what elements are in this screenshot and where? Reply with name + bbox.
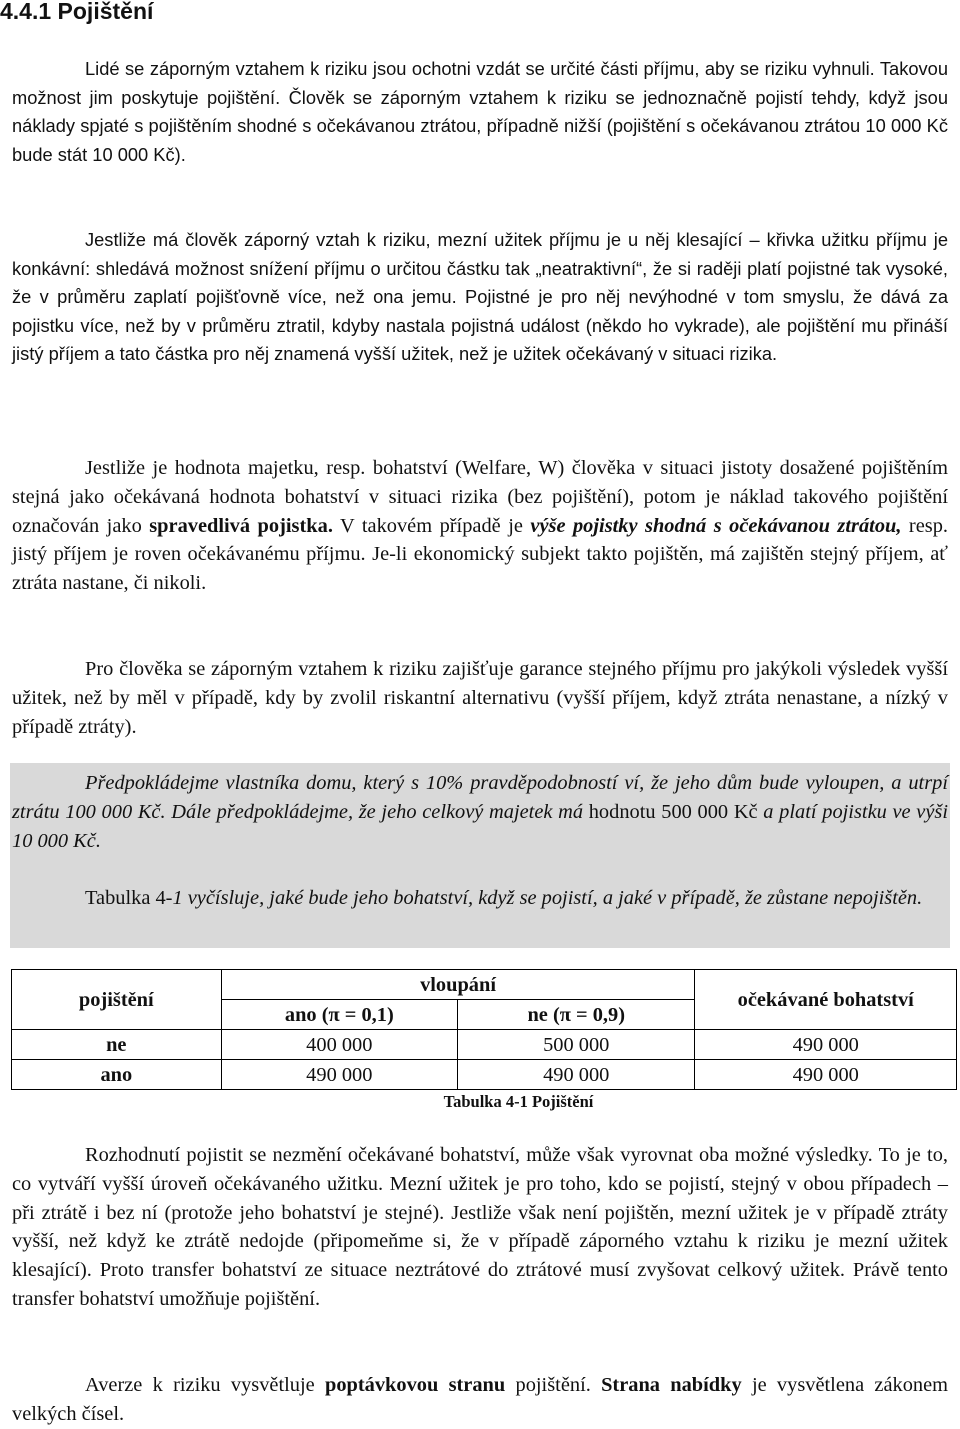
paragraph-guarantee: Pro člověka se záporným vztahem k riziku zajišťuje garance stejného příjmu pro jakýkoli výsledek vyšší užitek, než by měl v případě, kdy by zvolil riskantní alternativu (vyšší příjem, když ztráta nenastane, a nízký v případě ztráty). [12,658,948,738]
header-burglary-yes: ano (π = 0,1) [221,1000,457,1030]
example-paragraph-assumption [12,769,948,855]
row-label: ne [12,1030,222,1060]
header-burglary-no: ne (π = 0,9) [458,1000,695,1030]
header-burglary: vloupání [221,970,695,1000]
demand-text-2: pojištění. [505,1374,602,1396]
fair-premium-text-2: V takovém případě je [332,514,531,537]
paragraph-fair-premium [12,454,948,598]
cell-value: 490 000 [221,1060,457,1090]
cell-value: 490 000 [695,1060,957,1090]
table-row [12,1060,957,1090]
header-insurance: pojištění [12,970,222,1030]
header-expected-wealth: očekávané bohatství [695,970,957,1030]
table-ref-text: Tabulka 4- [85,887,173,909]
example-text-3: a platí pojistku ve výši 10 000 Kč. [12,800,948,852]
paragraph-demand-supply [12,1371,948,1429]
fair-premium-term: spravedlivá pojistka. [149,514,333,537]
cell-value: 400 000 [221,1030,457,1060]
table-caption: Tabulka 4-1 Pojištění [443,1092,594,1111]
cell-value: 490 000 [458,1060,695,1090]
paragraph-expected-utility: Rozhodnutí pojistit se nezmění očekávané bohatství, může však vyrovnat oba možné výsledky. To je to, co vytváří vyšší úroveň očekávaného užitku. Mezní užitek je pro toho, kdo se pojistí, stejný v obou případech – při ztrátě i bez ní (protože jeho bohatství je stejné). Jestliže však není pojištěn, mezní užitek je v případě ztráty vyšší, než když ke ztrátě nedojde (připomeňme si, že v případě záporného vztahu k riziku je mezní užitek klesající). Proto transfer bohatství ze situace neztrátové do ztrátové musí zvyšovat celkový užitek. Právě tento transfer bohatství umožňuje pojištění. [12,1144,948,1310]
section-heading: 4.4.1 Pojištění [0,0,154,24]
paragraph-intro: Lidé se záporným vztahem k riziku jsou ochotni vzdát se určité části příjmu, aby se riziku vyhnuli. Takovou možnost jim poskytuje pojištění. Člověk se záporným vztahem k riziku se jednoznačně pojistí tehdy, když jsou náklady spjaté s pojištěním shodné s očekávanou ztrátou, případně nižší (pojištění s očekávanou ztrátou 10 000 Kč bude stát 10 000 Kč). [12,58,948,165]
table-header-row [12,970,957,1000]
demand-text-3: je vysvětlena zákonem velkých čísel. [12,1374,948,1425]
table-ref-description: 1 vyčísluje, jaké bude jeho bohatství, když se pojistí, a jaké v případě, že zůstane nepojištěn. [172,887,923,909]
cell-value: 500 000 [458,1030,695,1060]
demand-side-term: poptávkovou stranu [324,1374,506,1396]
paragraph-marginal-utility: Jestliže má člověk záporný vztah k riziku, mezní užitek příjmu je u něj klesající – křivka užitku příjmu je konkávní: shledává možnost snížení příjmu o určitou částku tak „neatraktivní“, že si raději platí pojistné tak vysoké, že v průměru zaplatí pojišťovně více, než ona jemu. Pojistné je pro něj nevýhodné v tom smyslu, že dává za pojistku více, než by v průměru ztratil, kdyby nastala pojistná událost (někdo ho vykrade), ale pojištění mu přináší jistý příjem a tato částka pro něj znamená vyšší užitek, než je užitek očekávaný v situaci rizika. [12,229,948,365]
row-label: ano [12,1060,222,1090]
cell-value: 490 000 [695,1030,957,1060]
example-text-1: Předpokládejme vlastníka domu, který s 10% pravděpodobností ví, že jeho dům bude vyloupen, a utrpí ztrátu 100 000 Kč. Dále předpokládejme, že jeho celkový majetek má [12,772,948,823]
example-text-2: hodnotu 500 000 Kč [588,800,758,823]
example-paragraph-table-ref [12,884,948,913]
premium-equals-loss-term: výše pojistky shodná s očekávanou ztrátou, [530,514,902,537]
supply-side-term: Strana nabídky [601,1374,742,1396]
fair-premium-text-3: resp. jistý příjem je roven očekávanému příjmu. Je-li ekonomický subjekt takto pojištěn, má zajištěn stejný příjem, ať ztráta nastane, či nikoli. [12,514,949,595]
fair-premium-text-1: Jestliže je hodnota majetku, resp. bohatství (Welfare, W) člověka v situaci jistoty dosažené pojištěním stejná jako očekávaná hodnota bohatství v situaci rizika (bez pojištění), potom je náklad takového pojištění označován jako [12,457,948,537]
demand-text-1: Averze k riziku vysvětluje [85,1374,325,1396]
insurance-table [11,969,957,1090]
table-row [12,1030,957,1060]
